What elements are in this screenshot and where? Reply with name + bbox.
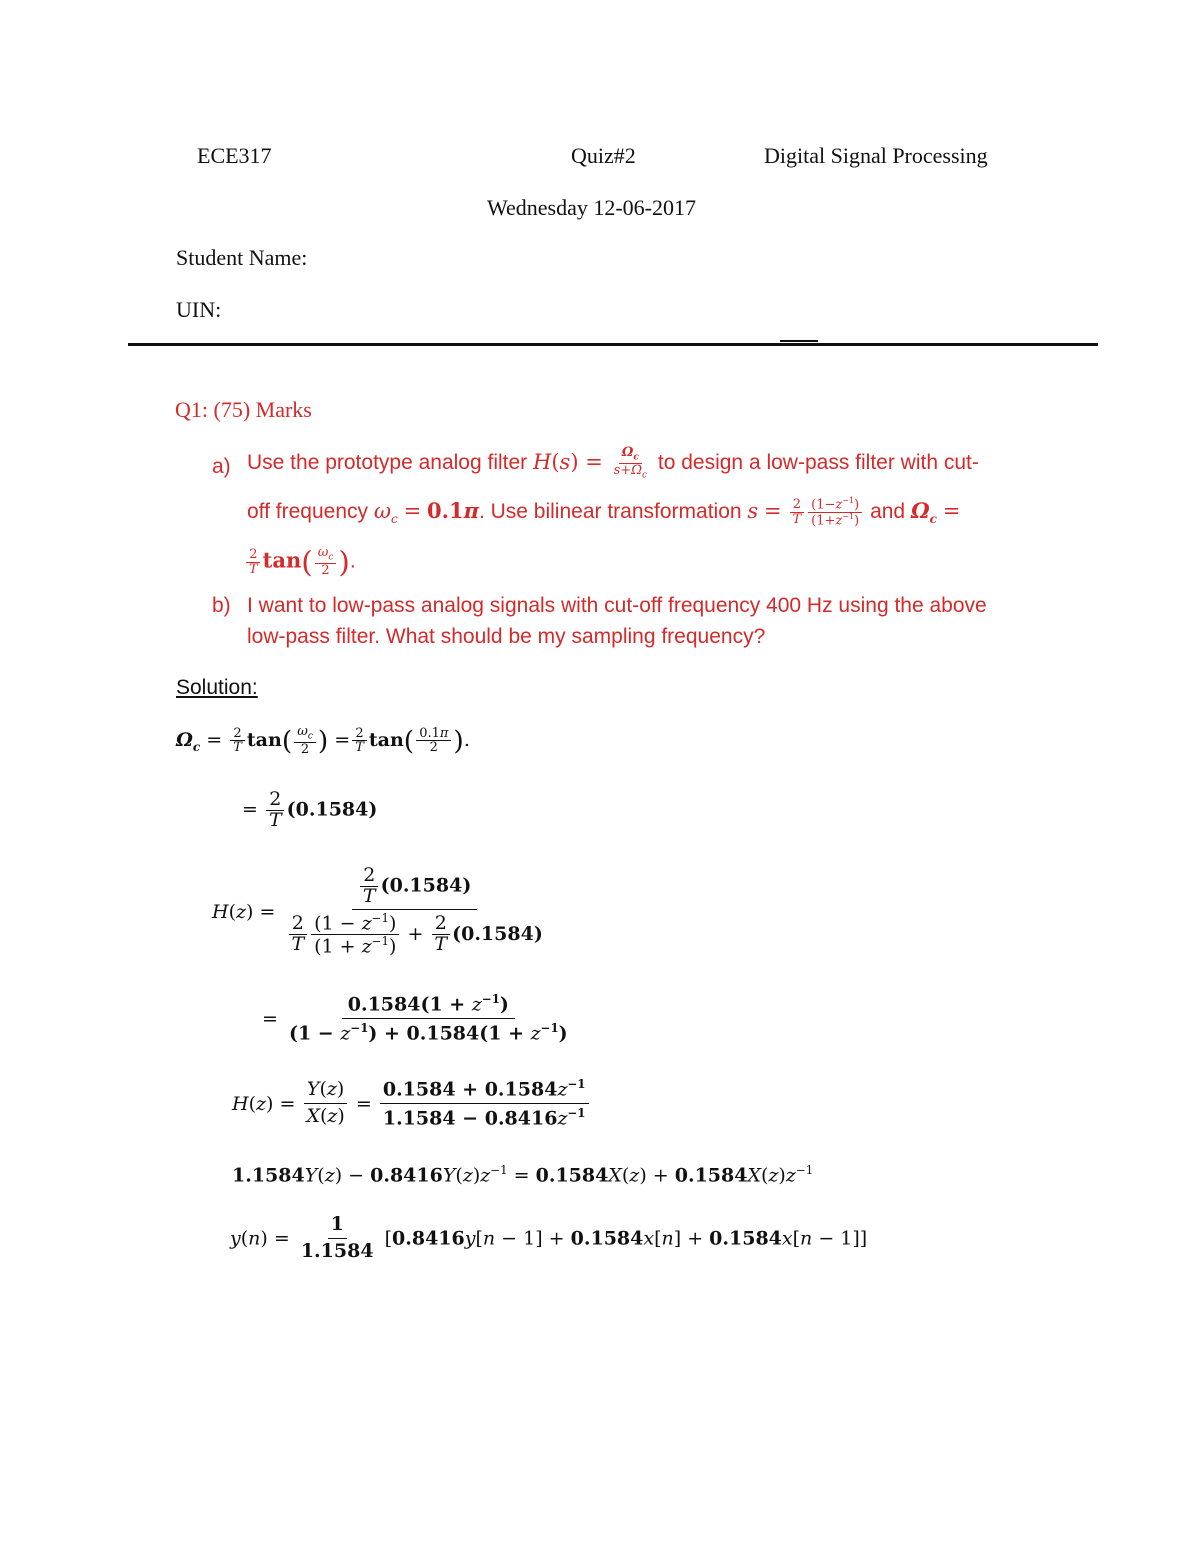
part-a-text1: Use the prototype analog filter: [247, 451, 528, 475]
student-name-label: Student Name:: [176, 245, 308, 270]
bilinear-z-fraction: $\frac{(1-z^{-1})}{(1+z^{-1})}$: [808, 497, 862, 528]
part-a-text2: to design a low-pass filter with cut-: [657, 451, 979, 475]
eq-hz-simplified: = $\frac{0.1584(1 + z^{-1})}{(1 - z^{-1}) + 0.1584(1 + z^{-1})}$: [262, 992, 568, 1045]
part-a-line2: off frequency $\omega_c = 0.1\pi$. Use bilinear transformation s = $\frac{2}{T}$ $\frac{(1-z^{-1})}{(1+z^{-1})}$ and $\Omega_c$ =: [247, 496, 961, 529]
eq-difference-z: $1.1584Y(z) - 0.8416Y(z)z^{-1} = 0.1584X(z) + 0.1584X(z)z^{-1}$: [232, 1163, 814, 1187]
part-a-text3: off frequency: [247, 500, 369, 524]
part-b-line1: I want to low-pass analog signals with cut-off frequency 400 Hz using the above: [247, 594, 987, 617]
course-subject: Digital Signal Processing: [764, 143, 988, 168]
part-a-label: a): [212, 455, 231, 478]
eq-hz-substitution: H(z) = $\frac{2}{T}$ (0.1584) $\frac{2}{T}$ $\frac{(1 - z^{-1})}{(1 + z^{-1})}$ + $\frac{2}{T}$ (0.1584): [212, 864, 543, 958]
quiz-date: Wednesday 12-06-2017: [487, 195, 697, 220]
bilinear-2-over-T: $\frac{2}{T}$: [790, 498, 805, 526]
coef-0-8416: 0.8416: [484, 1107, 558, 1130]
part-a-text4: . Use bilinear transformation: [478, 500, 742, 524]
coef-1-1584: 1.1584: [382, 1107, 456, 1130]
eq-omega-c: $\Omega_c$ = $\frac{2}{T}$ tan( $\frac{\omega_c}{2}$ ) = $\frac{2}{T}$ tan( $\frac{0.1\pi}{2}$ ).: [176, 724, 470, 758]
part-a-line1: Use the prototype analog filter H(s) = $\frac{\Omega_c}{s+\Omega_c}$ to design a low-pass filter with cut-: [247, 445, 979, 481]
quiz-number: Quiz#2: [571, 143, 636, 168]
uin-label: UIN:: [176, 297, 222, 322]
eq-difference-n: y(n) = $\frac{1}{1.1584}$ [0.8416y[n − 1] + 0.1584x[n] + 0.1584x[n − 1]]: [230, 1213, 868, 1262]
part-b-label: b): [212, 594, 231, 617]
eq-hz-ratio: H(z) = $\frac{Y(z)}{X(z)}$ = $\frac{0.1584 + 0.1584z^{-1}}{1.1584 - 0.8416z^{-1}}$: [232, 1078, 591, 1130]
omega-value: 0.1584: [295, 798, 369, 821]
question-title: Q1: (75) Marks: [175, 397, 312, 422]
solution-title: Solution:: [176, 676, 258, 699]
header-divider: [128, 343, 1098, 346]
header-divider-accent: [780, 340, 818, 342]
prototype-filter-fraction: $\frac{\Omega_c}{s+\Omega_c}$: [613, 445, 648, 481]
eq-omega-value: = $\frac{2}{T}$ (0.1584): [242, 788, 378, 831]
part-a-text5: and: [870, 500, 906, 524]
course-code: ECE317: [197, 143, 272, 168]
part-a-line3: $\frac{2}{T}$ tan( $\frac{\omega_c}{2}$ ).: [244, 545, 356, 579]
part-b-line2: low-pass filter. What should be my sampling frequency?: [247, 625, 766, 648]
